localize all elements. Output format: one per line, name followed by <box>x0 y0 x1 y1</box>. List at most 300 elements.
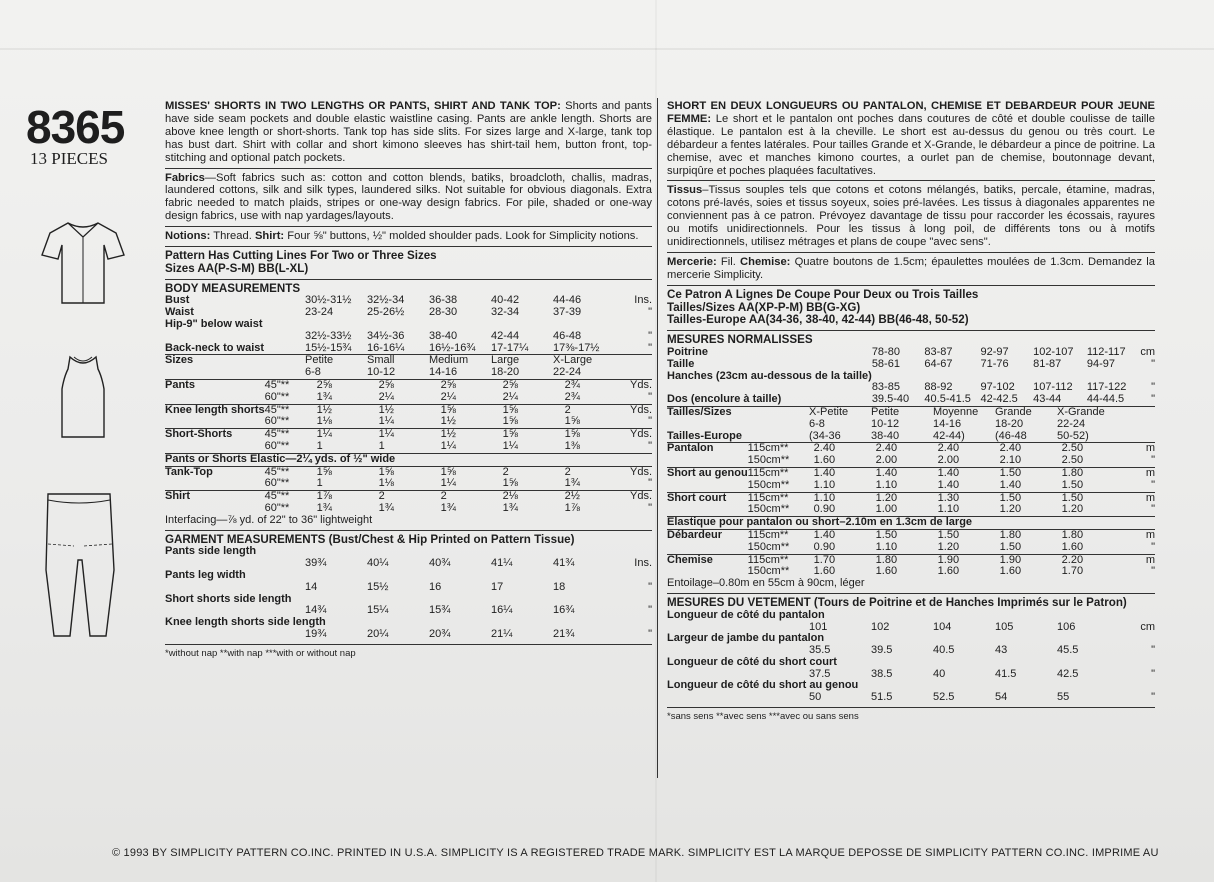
cell-value: 2.40 <box>876 443 938 455</box>
cell-value: 39¾ <box>305 557 327 570</box>
europe-size: 42-44) <box>933 429 965 442</box>
cell-value: 2¼ <box>440 390 456 403</box>
cell-value: 83-85 <box>871 381 900 394</box>
cell-value: 1¼ <box>440 440 456 453</box>
fabric-width: 60"** <box>264 477 290 490</box>
cell-value: 42.5 <box>1057 667 1079 680</box>
cell-value: 2 <box>565 466 627 478</box>
fabric-width: 150cm** <box>747 454 790 467</box>
table-row <box>667 431 1155 443</box>
fabric-width: 150cm** <box>747 503 790 516</box>
fabric-width: 150cm** <box>747 478 790 491</box>
table-row <box>165 380 652 392</box>
cell-value: 55 <box>1057 691 1070 704</box>
cell-value: 1.80 <box>1062 529 1124 541</box>
row-label: Hip-9" below waist <box>165 318 263 331</box>
cell-value: 30½-31½ <box>305 294 352 307</box>
cell-value: 2 <box>441 491 503 503</box>
cell-value: 40.5 <box>933 644 955 657</box>
table-row <box>165 515 652 527</box>
notions-body-fr: Fil. <box>716 255 741 268</box>
cell-value: 14¾ <box>305 604 327 617</box>
cutting-lines-europe-fr: Tailles-Europe AA(34-36, 38-40, 42-44) BB(46-48, 50-52) <box>667 313 969 327</box>
cell-value: 15½-15¾ <box>305 341 352 354</box>
fabric-width: 115cm** <box>748 492 814 504</box>
table-row <box>667 517 1155 530</box>
cell-value: 1¼ <box>379 429 441 441</box>
garment-label: Tank-Top <box>165 466 265 478</box>
cell-value: 39.5-40 <box>871 393 910 406</box>
fabrics-fr <box>667 184 1155 249</box>
cell-value: 2⅝ <box>317 380 379 392</box>
cell-value: 2¾ <box>564 390 580 403</box>
cell-value: 1.10 <box>813 478 836 491</box>
unit-label: " <box>1151 381 1155 394</box>
row-label: Waist <box>165 306 194 319</box>
table-row <box>165 441 652 453</box>
cell-value: 41.5 <box>995 667 1017 680</box>
cell-value: 34½-36 <box>367 329 405 342</box>
size-range: 18-20 <box>491 366 520 379</box>
unit-label: " <box>1151 565 1155 578</box>
garment-label: Short au genou <box>667 466 748 479</box>
unit-label <box>615 319 652 331</box>
spacer <box>165 629 305 641</box>
table-row <box>165 546 652 558</box>
fabric-width: 60"** <box>264 390 290 403</box>
spacer <box>165 392 265 404</box>
cell-value: 46-48 <box>553 329 582 342</box>
fabric-width: 60"** <box>264 502 290 514</box>
cell-value: 1.10 <box>937 503 960 516</box>
cell-value: 38-40 <box>429 329 458 342</box>
cell-value: 1.10 <box>814 492 876 504</box>
spacer <box>615 367 652 379</box>
table-row <box>165 343 652 355</box>
yardage-table-fr <box>667 442 1155 590</box>
table-row <box>667 657 1155 669</box>
fabric-width: 45"** <box>265 404 317 416</box>
cell-value: 1.40 <box>937 478 960 491</box>
spacer <box>667 455 748 467</box>
cell-value: 1.80 <box>1062 467 1124 479</box>
cell-value: 37.5 <box>809 667 831 680</box>
cell-value: 2 <box>503 466 565 478</box>
cell-value: 1¾ <box>316 502 332 514</box>
size-range: 22-24 <box>553 366 582 379</box>
sizes-table <box>165 354 652 379</box>
cell-value: 1.80 <box>876 554 938 566</box>
garment-label: Débardeur <box>667 529 748 541</box>
table-row <box>667 633 1155 645</box>
fabric-width: 115cm** <box>748 529 814 541</box>
cell-value: 1.60 <box>999 565 1022 578</box>
spacer <box>667 480 748 492</box>
garment-label: Shirt <box>165 491 265 503</box>
garment-label: Pants <box>165 380 265 392</box>
english-column <box>165 100 652 659</box>
table-row <box>165 594 652 606</box>
cell-value: 41¼ <box>491 557 513 570</box>
cell-value: 15½ <box>367 580 389 593</box>
unit-label: " <box>648 415 652 428</box>
cell-value: 23-24 <box>305 306 334 319</box>
unit-label: " <box>1151 503 1155 516</box>
cell-value: 25-26½ <box>367 306 405 319</box>
cell-value: 107-112 <box>1033 381 1073 394</box>
cutting-lines-sizes: Sizes AA(P-S-M) BB(L-XL) <box>165 261 309 275</box>
cell-value: 16¼ <box>491 604 513 617</box>
cell-value: 1.40 <box>938 467 1000 479</box>
unit-label: " <box>648 329 652 342</box>
cell-value: 83-87 <box>924 345 953 358</box>
cell-value: 1.70 <box>1061 565 1084 578</box>
cell-value: 102 <box>871 620 890 633</box>
size-name: X-Grande <box>1057 406 1119 418</box>
row-label: Bust <box>165 294 190 307</box>
cell-value: 2.40 <box>938 443 1000 455</box>
spacer <box>165 416 265 428</box>
unit-label: Yds. <box>627 491 652 503</box>
fabric-width: 150cm** <box>747 565 790 578</box>
cell-value: 2⅝ <box>379 380 441 392</box>
cell-value: 1.60 <box>875 565 898 578</box>
row-label: Longueur de côté du short au genou <box>667 679 859 692</box>
cell-value: 32½-34 <box>367 294 405 307</box>
table-row <box>667 347 1155 359</box>
row-label: Short shorts side length <box>165 592 292 605</box>
cell-value: 1½ <box>317 404 379 416</box>
description <box>165 100 652 165</box>
cell-value: 44-46 <box>553 294 582 307</box>
cell-value: 40¾ <box>429 557 451 570</box>
table-row <box>667 578 1155 590</box>
size-range: 6-8 <box>305 366 321 379</box>
unit-label: " <box>648 604 652 617</box>
pattern-number: 8365 <box>26 101 125 153</box>
europe-size: 38-40 <box>871 429 900 442</box>
table-row <box>667 529 1155 541</box>
sizes-label: Tailles/Sizes <box>667 406 809 418</box>
cell-value: 78-80 <box>871 345 900 358</box>
piece-count: 13 PIECES <box>30 149 108 168</box>
cell-value: 1⅝ <box>441 404 503 416</box>
table-row <box>165 582 652 594</box>
cell-value: 2.50 <box>1062 443 1124 455</box>
unit-label: " <box>1151 393 1155 406</box>
table-row <box>165 629 652 641</box>
spacer <box>615 355 652 367</box>
cell-value: 1¼ <box>502 440 518 453</box>
cell-value: 112-117 <box>1086 345 1126 358</box>
cell-value: 58-61 <box>871 357 900 370</box>
cell-value: 92-97 <box>980 345 1009 358</box>
garment-label: Short court <box>667 492 748 504</box>
table-row <box>165 392 652 404</box>
row-label: Pants side length <box>165 545 257 558</box>
elastic-note: Elastique pour pantalon ou short–2.10m en 1.3cm de large <box>667 517 1155 530</box>
fabric-width: 115cm** <box>748 443 814 455</box>
garment-label: Chemise <box>667 554 748 566</box>
interfacing-note: Entoilage–0.80m en 55cm à 90cm, léger <box>667 577 865 590</box>
description-title-fr: SHORT EN DEUX LONGUEURS OU PANTALON, CHEMISE ET DEBARDEUR POUR JEUNE FEMME: <box>667 100 1155 125</box>
table-row <box>165 367 652 379</box>
size-name: Petite <box>305 355 367 367</box>
description-title: MISSES' SHORTS IN TWO LENGTHS OR PANTS, SHIRT AND TANK TOP: <box>165 100 561 112</box>
cell-value: 1⅝ <box>379 466 441 478</box>
cell-value: 36-38 <box>429 294 458 307</box>
fabric-width: 45"** <box>265 466 317 478</box>
unit-label: " <box>648 440 652 453</box>
row-label: Knee length shorts side length <box>165 616 326 629</box>
notions-shirt-label: Shirt: <box>254 230 285 243</box>
cell-value: 42-44 <box>491 329 520 342</box>
notions <box>165 230 652 243</box>
cell-value: 20¼ <box>367 627 389 640</box>
spacer <box>667 692 809 704</box>
unit-label: Yds. <box>627 380 652 392</box>
body-measurements-table-fr <box>667 347 1155 406</box>
description-body: Shorts and pants have side seam pockets and double elastic waistline casing. Pants are ankle length. Shorts are above knee length or short-shorts. Tank top has side slits. For sizes large and X-large, tank top has bust dart. Shirt with collar and short kimono sleeves has shirt-tail hem, button front, top-stitching and optional patch pockets. <box>165 100 652 164</box>
unit-label: m <box>1124 467 1155 479</box>
table-row <box>165 570 652 582</box>
fabric-width: 60"** <box>264 415 290 428</box>
cell-value: 32-34 <box>491 306 520 319</box>
cell-value: 1¼ <box>378 415 394 428</box>
table-row <box>165 331 652 343</box>
body-measurements-title-fr: MESURES NORMALISSES <box>667 333 813 347</box>
cell-value: 1.00 <box>875 503 898 516</box>
cell-value: 1¾ <box>316 390 332 403</box>
cell-value: 1.60 <box>937 565 960 578</box>
cell-value: 1¼ <box>440 477 456 490</box>
table-row <box>667 419 1155 431</box>
cell-value: 1¾ <box>378 502 394 514</box>
spacer <box>165 441 265 453</box>
description-fr <box>667 100 1155 177</box>
tank-top-illustration <box>58 355 108 445</box>
cell-value: 39.5 <box>871 644 893 657</box>
unit-label: " <box>1151 691 1155 704</box>
cell-value: 15¼ <box>367 604 389 617</box>
fabrics-label-fr: Tissus <box>667 184 703 197</box>
unit-label: " <box>1151 357 1155 370</box>
cell-value: 1.50 <box>938 529 1000 541</box>
fabric-width: 150cm** <box>747 540 790 553</box>
cell-value: 28-30 <box>429 306 458 319</box>
cell-value: 45.5 <box>1057 644 1079 657</box>
cell-value: 1⅞ <box>317 491 379 503</box>
cell-value: 1¼ <box>317 429 379 441</box>
cell-value: 50 <box>809 691 822 704</box>
cell-value: 1 <box>378 440 385 453</box>
unit-label: Yds. <box>627 466 652 478</box>
cell-value: 2 <box>379 491 441 503</box>
cell-value: 2.40 <box>1000 443 1062 455</box>
garment-label: Pantalon <box>667 443 748 455</box>
cell-value: 38.5 <box>871 667 893 680</box>
size-name: Medium <box>429 355 491 367</box>
cell-value: 1.10 <box>875 540 898 553</box>
size-name: Moyenne <box>933 406 995 418</box>
cell-value: 1.50 <box>1000 492 1062 504</box>
cell-value: 71-76 <box>980 357 1009 370</box>
footnote: *without nap **with nap ***with or without nap <box>165 647 356 659</box>
table-row <box>667 692 1155 704</box>
fabric-width: 45"** <box>265 491 317 503</box>
cell-value: 1⅝ <box>441 466 503 478</box>
row-label: Poitrine <box>667 345 708 358</box>
row-label: Longueur de côté du pantalon <box>667 608 825 621</box>
french-column <box>667 100 1155 722</box>
row-label: Dos (encolure à taille) <box>667 393 782 406</box>
cell-value: 2½ <box>565 491 627 503</box>
sizes-label: Sizes <box>165 355 305 367</box>
spacer <box>1119 431 1155 443</box>
garment-label: Short-Shorts <box>165 429 265 441</box>
size-name: Large <box>491 355 553 367</box>
notions-label-fr: Mercerie: <box>667 255 717 268</box>
size-range: 22-24 <box>1057 417 1086 430</box>
row-label: Hanches (23cm au-dessous de la taille) <box>667 369 872 382</box>
cell-value: 1⅛ <box>316 415 332 428</box>
body-measurements-title: BODY MEASUREMENTS <box>165 281 301 295</box>
cell-value: 41¾ <box>553 557 575 570</box>
table-row <box>667 467 1155 479</box>
size-name: X-Petite <box>809 406 871 418</box>
garment-measurements-table-fr <box>667 610 1155 704</box>
unit-label: " <box>648 580 652 593</box>
cell-value: 104 <box>933 620 952 633</box>
unit-label: " <box>648 341 652 354</box>
row-label: Longueur de côté du short court <box>667 655 837 668</box>
table-row <box>667 406 1155 418</box>
sizes-table-fr <box>667 406 1155 442</box>
cell-value: 2 <box>565 404 627 416</box>
unit-label: " <box>648 502 652 514</box>
notions-body: Thread. <box>210 230 255 243</box>
cell-value: 40.5-41.5 <box>924 393 971 406</box>
europe-size: 50-52) <box>1057 429 1089 442</box>
fabric-width: 60"** <box>264 440 290 453</box>
cell-value: 1½ <box>379 404 441 416</box>
cell-value: 40 <box>933 667 946 680</box>
cell-value: 52.5 <box>933 691 955 704</box>
notions-body-2-fr: Quatre boutons de 1.5cm; épaulettes moulées de 1.3cm. Demandez la mercerie Simplicity. <box>667 255 1155 281</box>
cutting-lines-title-fr: Ce Patron A Lignes De Coupe Pour Deux ou Trois Tailles <box>667 287 979 301</box>
row-label: Largeur de jambe du pantalon <box>667 632 825 645</box>
cell-value: 1.50 <box>1062 492 1124 504</box>
cell-value: 1⅝ <box>503 429 565 441</box>
cell-value: 2.00 <box>875 454 898 467</box>
cell-value: 16-16¼ <box>367 341 405 354</box>
cell-value: 2.00 <box>937 454 960 467</box>
cell-value: 1.20 <box>999 503 1022 516</box>
cell-value: 42-42.5 <box>980 393 1018 406</box>
row-label: Back-neck to waist <box>165 341 265 354</box>
table-row <box>165 478 652 490</box>
cell-value: 1.20 <box>1061 503 1084 516</box>
cell-value: 117-122 <box>1086 381 1127 394</box>
unit-label: " <box>648 390 652 403</box>
cell-value: 1 <box>316 440 323 453</box>
row-label: Taille <box>667 357 695 370</box>
cell-value: 51.5 <box>871 691 893 704</box>
europe-size: (34-36 <box>809 429 841 442</box>
size-range: 10-12 <box>871 417 900 430</box>
unit-label: m <box>1124 492 1155 504</box>
unit-label: " <box>1151 454 1155 467</box>
cell-value: 1.30 <box>938 492 1000 504</box>
pants-illustration <box>40 490 120 640</box>
cell-value: 1½ <box>440 415 456 428</box>
cell-value: 81-87 <box>1033 357 1062 370</box>
cell-value: 1.10 <box>875 478 898 491</box>
table-row <box>667 610 1155 622</box>
cell-value: 2⅛ <box>503 491 565 503</box>
unit-label: cm <box>1140 620 1155 633</box>
unit-label: " <box>648 477 652 490</box>
size-range: 18-20 <box>995 417 1024 430</box>
unit-label: Ins. <box>634 294 652 307</box>
size-range: 14-16 <box>933 417 962 430</box>
cell-value: 1⅞ <box>564 502 580 514</box>
unit-label: m <box>1124 554 1155 566</box>
size-name: Petite <box>871 406 933 418</box>
cell-value: 1⅝ <box>503 404 565 416</box>
notions-fr <box>667 256 1155 282</box>
fabric-width: 45"** <box>265 429 317 441</box>
cell-value: 17 <box>491 580 504 593</box>
cell-value: 1⅝ <box>564 415 580 428</box>
spacer <box>165 582 305 594</box>
cell-value: 43-44 <box>1033 393 1062 406</box>
cell-value: 44-44.5 <box>1086 393 1125 406</box>
table-row <box>667 542 1155 554</box>
cell-value: 1⅝ <box>565 429 627 441</box>
cell-value: 88-92 <box>924 381 953 394</box>
unit-label: m <box>1124 443 1155 455</box>
cell-value: 40¼ <box>367 557 389 570</box>
cell-value: 1.40 <box>814 467 876 479</box>
spacer <box>165 367 305 379</box>
cell-value: 2¼ <box>502 390 518 403</box>
size-name: Small <box>367 355 429 367</box>
column-divider <box>657 98 658 778</box>
unit-label: m <box>1124 529 1155 541</box>
spacer <box>667 542 748 554</box>
cell-value: 1⅜ <box>564 440 580 453</box>
cell-value: 2.10 <box>999 454 1022 467</box>
size-name: Grande <box>995 406 1057 418</box>
cell-value: 37-39 <box>553 306 582 319</box>
cell-value: 16¾ <box>553 604 575 617</box>
spacer <box>667 419 809 431</box>
size-range: 10-12 <box>367 366 396 379</box>
cell-value: 14 <box>305 580 318 593</box>
cell-value: 1¾ <box>440 502 456 514</box>
cutting-lines-sizes-fr: Tailles/Sizes AA(XP-P-M) BB(G-XG) <box>667 300 861 314</box>
cell-value: 16½-16¾ <box>429 341 476 354</box>
unit-label: " <box>648 627 652 640</box>
description-body-fr: Le short et le pantalon ont poches dans coutures de côté et double coulisse de taille élastique. Le pantalon est à la cheville. Le short est au-dessus du genou ou très court. Le débardeur a fentes latérales. Pour tailles Grande et X-Grande, le débardeur a pince de poitrine. La chemise, avec et manches kimono courtes, a ourlet pan de chemise, boutonnage devant, surpiqûre et poches plaquées facultatives. <box>667 112 1155 177</box>
cell-value: 2¼ <box>378 390 394 403</box>
table-row <box>667 359 1155 371</box>
cell-value: 64-67 <box>924 357 953 370</box>
cell-value: 2.40 <box>814 443 876 455</box>
cell-value: 17-17¼ <box>491 341 529 354</box>
cell-value: 1.60 <box>1061 540 1084 553</box>
